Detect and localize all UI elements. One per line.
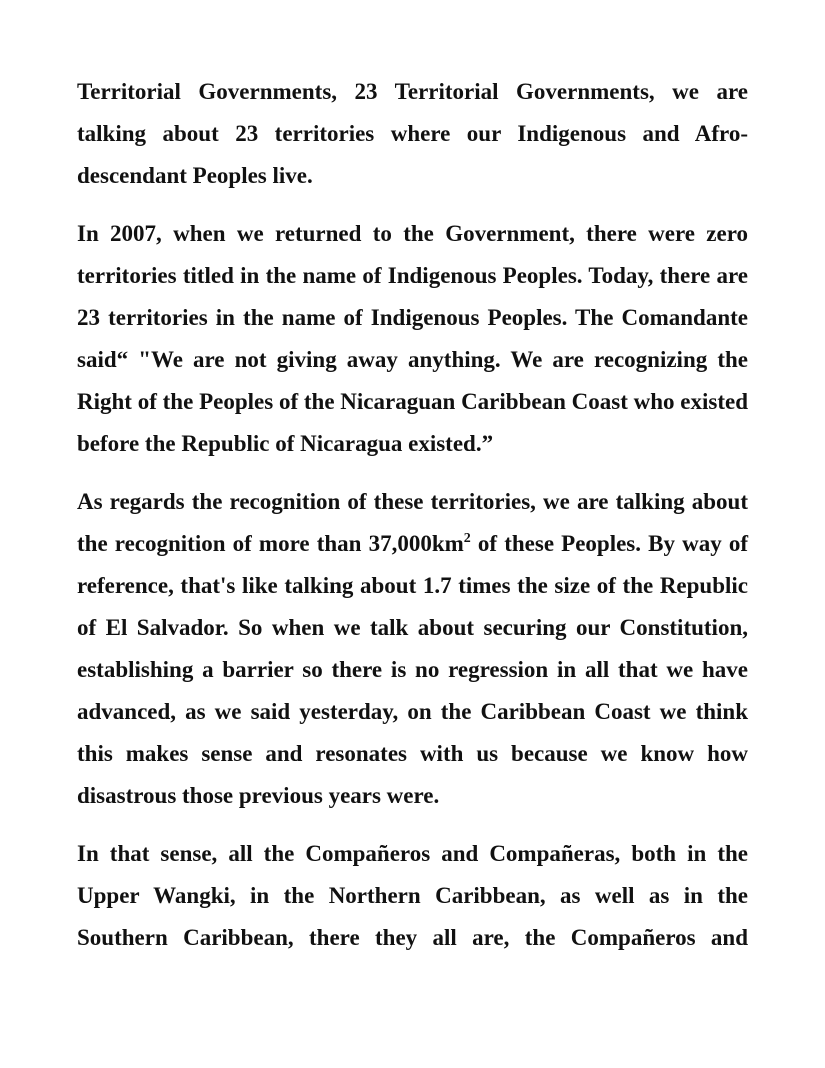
paragraph-territory-recognition-end: of these Peoples. By way of reference, that's like talking about 1.7 times the size of the Republic of El Salvador. So when we talk about securing our Constitution, establishing a barrier so there is no regression in all that we have advanced, as we said yesterday, on the Caribbean Coast we think this makes sense and resonates with us because we know how disastrous those previous years were. (77, 531, 748, 808)
square-superscript: 2 (463, 531, 471, 546)
paragraph-2007-titles: In 2007, when we returned to the Government, there were zero territories titled in the name of Indigenous Peoples. Today, there are 23 territories in the name of Indigenous Peoples. The Comandante said“ "We are not giving away anything. We are recognizing the Right of the Peoples of the Nicaraguan Caribbean Coast who existed before the Republic of Nicaragua existed.” (77, 221, 748, 456)
paragraph-territory-recognition-start: As regards the recognition of these territories, we are talking about the recognition of more than 37,000km (77, 489, 748, 556)
document-page (77, 71, 748, 975)
paragraph-companeros: In that sense, all the Compañeros and Compañeras, both in the Upper Wangki, in the Northern Caribbean, as well as in the Southern Caribbean, there they all are, the Compañeros and (77, 841, 748, 950)
paragraph-territorial-governments: Territorial Governments, 23 Territorial Governments, we are talking about 23 territories where our Indigenous and Afro-descendant Peoples live. (77, 79, 748, 188)
paragraph-territory-recognition (77, 481, 748, 817)
